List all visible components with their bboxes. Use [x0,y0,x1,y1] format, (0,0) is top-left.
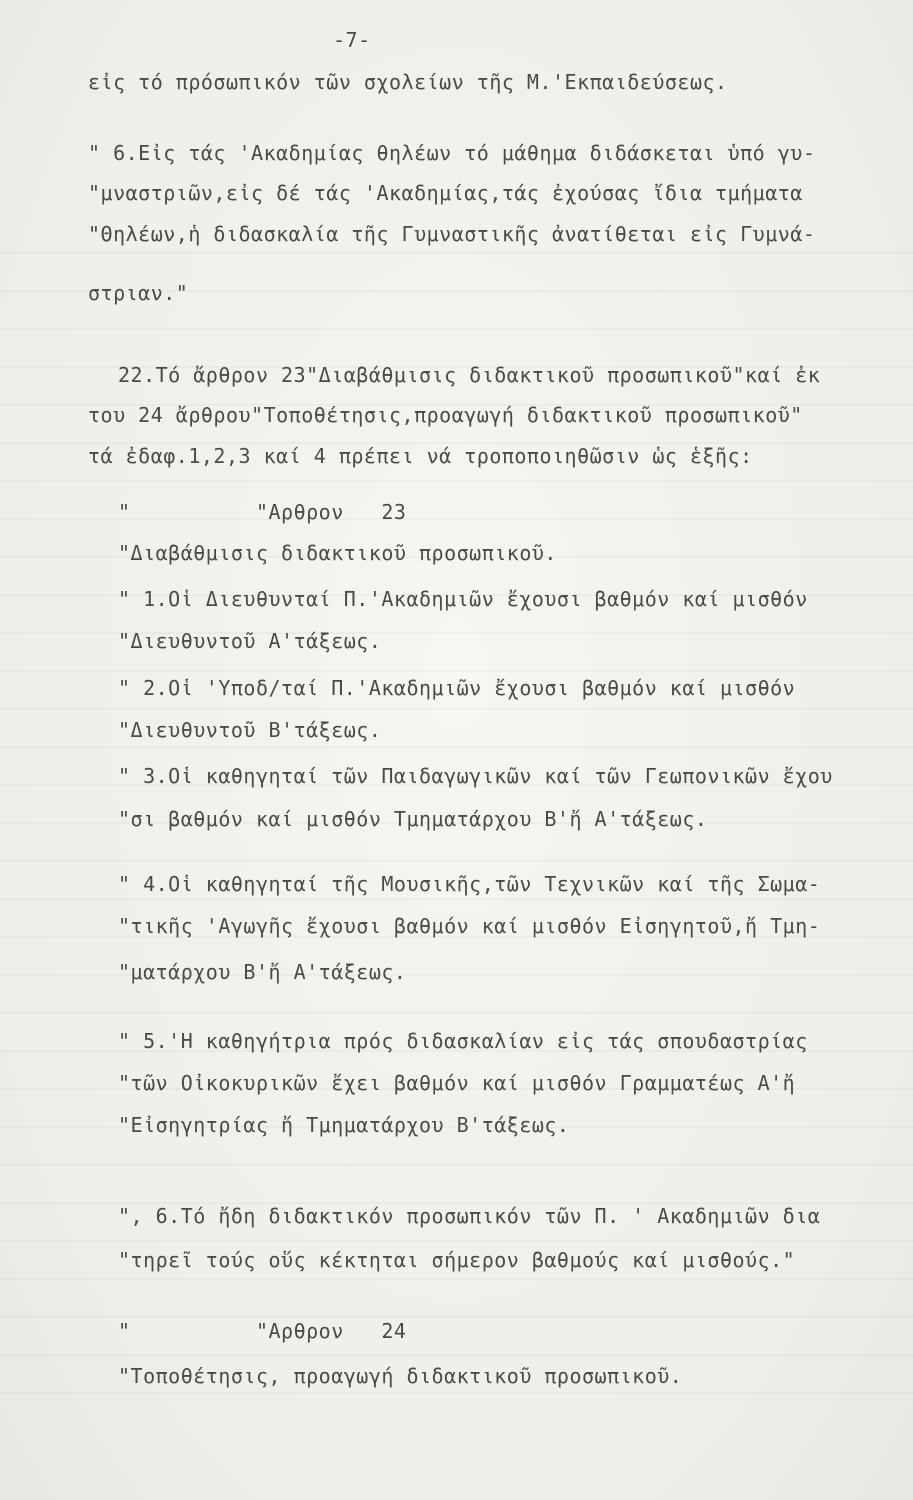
text-line: "Διευθυντοῦ Β'τάξεως. [118,718,382,742]
article-heading: " "Αρθρον 23 [118,500,407,524]
page-number: -7- [333,28,371,52]
text-line: "τῶν Οἰκοκυρικῶν ἔχει βαθμόν καί μισθόν Γραμματέως Α'ἤ [118,1071,796,1095]
text-line: "Διευθυντοῦ Α'τάξεως. [118,629,382,653]
text-line: εἰς τό πρόσωπικόν τῶν σχολείων τῆς Μ.'Εκπαιδεύσεως. [88,70,728,94]
text-line: "Εἰσηγητρίας ἤ Τμηματάρχου Β'τάξεως. [118,1113,570,1137]
text-line: ", 6.Τό ἤδη διδακτικόν προσωπικόν τῶν Π. ' Ακαδημιῶν δια [118,1204,821,1228]
text-line: 22.Τό ἄρθρον 23"Διαβάθμισις διδακτικοῦ προσωπικοῦ"καί ἐκ [118,363,821,387]
text-line: " 2.Οἱ 'Υποδ/ταί Π.'Ακαδημιῶν ἔχουσι βαθμόν καί μισθόν [118,676,796,700]
text-line: " 6.Εἰς τάς 'Ακαδημίας θηλέων τό μάθημα διδάσκεται ὑπό γυ- [88,141,816,165]
text-line: στριαν." [88,281,189,305]
text-line: "ματάρχου Β'ἤ Α'τάξεως. [118,960,407,984]
text-line: " 5.'Η καθηγήτρια πρός διδασκαλίαν εἰς τάς σπουδαστρίας [118,1029,808,1053]
text-line: "μναστριῶν,εἰς δέ τάς 'Ακαδημίας,τάς ἐχούσας ἴδια τμήματα [88,181,803,205]
text-line: " 3.Οἱ καθηγηταί τῶν Παιδαγωγικῶν καί τῶν Γεωπονικῶν ἔχου [118,764,833,788]
article-heading: " "Αρθρον 24 [118,1319,407,1343]
text-line: "Θηλέων,ἡ διδασκαλία τῆς Γυμναστικῆς ἀνατίθεται εἰς Γυμνά- [88,222,816,246]
text-line: "Τοποθέτησις, προαγωγή διδακτικοῦ προσωπικοῦ. [118,1364,683,1388]
text-line: τά ἐδαφ.1,2,3 καί 4 πρέπει νά τροποποιηθῶσιν ὡς ἑξῆς: [88,444,753,468]
text-line: " 1.Οἱ Διευθυνταί Π.'Ακαδημιῶν ἔχουσι βαθμόν καί μισθόν [118,587,808,611]
text-line: του 24 ἄρθρου"Τοποθέτησις,προαγωγή διδακτικοῦ προσωπικοῦ" [88,403,803,427]
text-line: "τικῆς 'Αγωγῆς ἔχουσι βαθμόν καί μισθόν Εἰσηγητοῦ,ἤ Τμη- [118,914,821,938]
text-line: "τηρεῖ τούς οὕς κέκτηται σήμερον βαθμούς καί μισθούς." [118,1248,796,1272]
text-line: " 4.Οἱ καθηγηταί τῆς Μουσικῆς,τῶν Τεχνικῶν καί τῆς Σωμα- [118,872,821,896]
text-line: "σι βαθμόν καί μισθόν Τμηματάρχου Β'ἤ Α'τάξεως. [118,807,708,831]
text-line: "Διαβάθμισις διδακτικοῦ προσωπικοῦ. [118,541,557,565]
